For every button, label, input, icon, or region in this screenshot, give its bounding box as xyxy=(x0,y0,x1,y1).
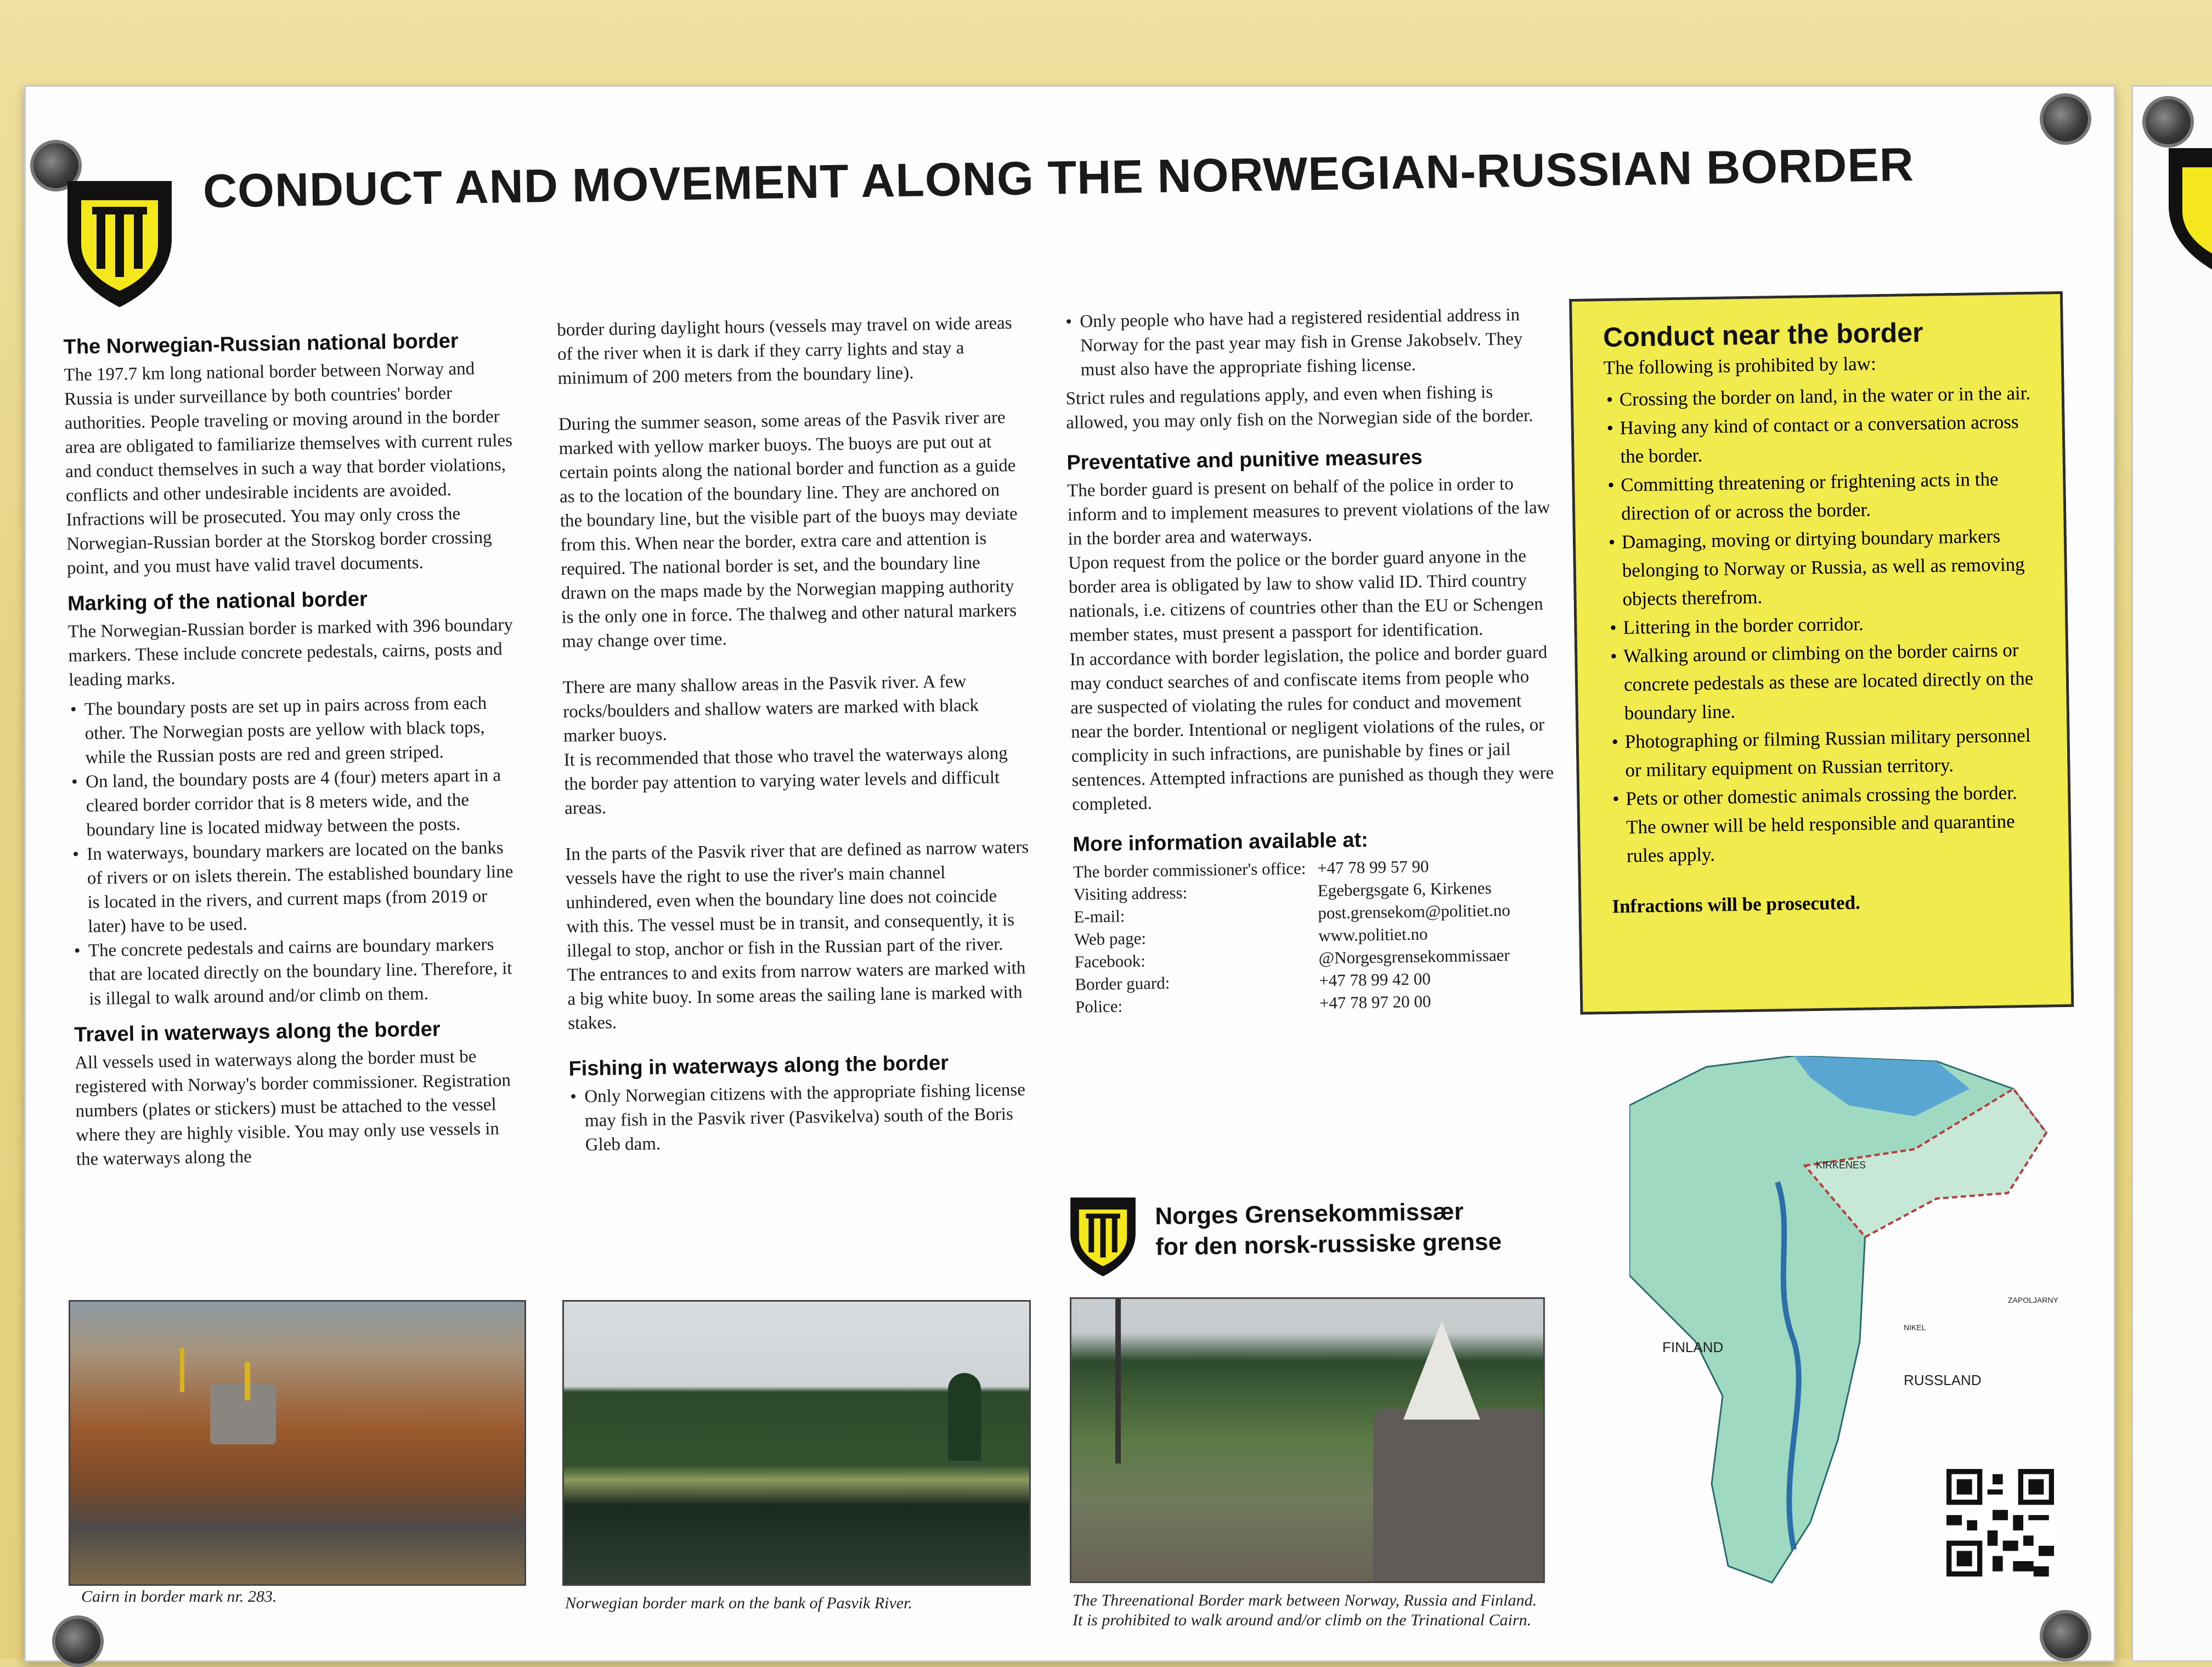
paragraph: During the summer season, some areas of the Pasvik river are marked with yellow marker buoys. The buoys are put out at certain points along the national border and function as a guide as to the location of the boundary line. They are anchored on the boundary line, but the visible part of the buoys may deviate from this. When near the border, extra care and attention is required. The national border is set, and the boundary line drawn on the maps made by the Norwegian mapping authority is the only one in force. The thalweg and other natural markers may change over time. xyxy=(558,408,1018,652)
heading-marking: Marking of the national border xyxy=(67,587,368,615)
bullet-item: • On land, the boundary posts are 4 (four) meters apart in a cleared border corridor that is 8 meters wide, and the boundary line is located midway between the posts. xyxy=(82,763,521,843)
photo-trinational-cairn xyxy=(1070,1297,1545,1583)
heading-fishing: Fishing in waterways along the border xyxy=(568,1051,949,1081)
prohibited-item: • Pets or other domestic animals crossing the border. The owner will be held responsible and quarantine rules apply. xyxy=(1626,778,2038,871)
contact-value: @Norgesgrensekommissaer xyxy=(1318,945,1510,968)
prohibited-item: • Crossing the border on land, in the water or in the air. xyxy=(1619,379,2031,414)
paragraph: Upon request from the police or the border guard anyone in the border area is obligated by law to show valid ID. Third country nationals, i.e. citizens of countries other than the EU or Schengen member states, must present a passport for identification. xyxy=(1068,546,1543,646)
bullet-list xyxy=(569,1077,1036,1157)
contact-label: E-mail: xyxy=(1074,906,1125,926)
organization-name xyxy=(1155,1196,1502,1263)
paragraph: The border guard is present on behalf of the police in order to inform and to implement measures to prevent violations of the law in the border area and waterways. xyxy=(1066,474,1550,549)
bullet-list xyxy=(1064,302,1548,382)
sign-title: CONDUCT AND MOVEMENT ALONG THE NORWEGIAN-RUSSIAN BORDER xyxy=(202,138,1915,218)
bullet-item: • Only Norwegian citizens with the appropriate fishing license may fish in the Pasvik river (Pasvikelva) south of the Boris Gleb dam. xyxy=(581,1077,1036,1157)
contact-label: The border commissioner's office: xyxy=(1073,858,1306,881)
contact-label: Police: xyxy=(1075,996,1123,1016)
paragraph: The Norwegian-Russian border is marked with 396 boundary markers. These include concrete pedestals, cairns, posts and leading marks. xyxy=(67,615,514,690)
prohibited-item: • Littering in the border corridor. xyxy=(1623,607,2035,642)
contact-value: +47 78 99 57 90 xyxy=(1317,856,1429,878)
bullet-item: • In waterways, boundary markers are located on the banks of rivers or on islets therein. The established boundary line is located in the rivers, and current maps (from 2019 or later) have to be used. xyxy=(83,835,523,939)
column-1 xyxy=(63,317,526,1177)
contact-label: Web page: xyxy=(1074,928,1147,949)
map-label-kirkenes: KIRKENES xyxy=(1816,1160,1866,1171)
screw xyxy=(2142,96,2194,148)
prohibited-item: • Damaging, moving or dirtying boundary markers belonging to Norway or Russia, as well as removing objects therefrom. xyxy=(1622,522,2034,614)
contact-label: Border guard: xyxy=(1075,973,1170,994)
photo-cairn xyxy=(69,1300,526,1586)
paragraph: In accordance with border legislation, the police and border guard may conduct searches of and confiscate items from people who are suspected of violating the rules for conduct and movement near the border. Intentional or negligent violations of the rules, or complicity in such infractions, are punishable by fines or jail sentences. Attempted infractions are punished as though they were completed. xyxy=(1069,642,1554,815)
heading-more-info: More information available at: xyxy=(1072,828,1369,856)
heading-travel-waterways: Travel in waterways along the border xyxy=(74,1018,441,1047)
paragraph: It is recommended that those who travel the waterways along the border pay attention to varying water levels and difficult areas. xyxy=(563,743,1008,818)
bullet-item: • The concrete pedestals and cairns are boundary markers that are located directly on the boundary line. Therefore, it is illegal to walk around and/or climb on them. xyxy=(85,932,524,1011)
paragraph: All vessels used in waterways along the border must be registered with Norway's border commissioner. Registration numbers (plates or stickers) must be attached to the vessel where they are highly visible. You may only use vessels in the waterways along the xyxy=(74,1047,511,1169)
prohibited-item: • Walking around or climbing on the border cairns or concrete pedestals as these are located directly on the boundary line. xyxy=(1623,636,2036,728)
caption-3: The Threenational Border mark between Norway, Russia and Finland. It is prohibited to walk around and/or climb on the Trinational Cairn. xyxy=(1073,1591,1537,1629)
column-3 xyxy=(1064,302,1558,1018)
prohibited-item: • Committing threatening or frightening acts in the direction of or across the border. xyxy=(1621,465,2033,528)
caption-1: Cairn in border mark nr. 283. xyxy=(81,1587,277,1606)
qr-code-icon xyxy=(1946,1469,2054,1576)
contact-value: +47 78 99 42 00 xyxy=(1318,969,1431,990)
conduct-box-title: Conduct near the border xyxy=(1602,317,1923,353)
org-line-2: for den norsk-russiske grense xyxy=(1155,1228,1502,1261)
paragraph: border during daylight hours (vessels may travel on wide areas of the river when it is dark if they carry lights and stay a minimum of 200 meters from the boundary line). xyxy=(557,313,1012,388)
bullet-item: • The boundary posts are set up in pairs across from each other. The Norwegian posts are yellow with black tops, while the Russian posts are red and green striped. xyxy=(81,691,520,770)
prohibited-item: • Photographing or filming Russian military personnel or military equipment on Russian territory. xyxy=(1624,721,2037,785)
adjacent-sign xyxy=(2131,85,2212,1662)
contact-table xyxy=(1073,853,1558,1018)
contact-value: Egebergsgate 6, Kirkenes xyxy=(1317,878,1492,900)
paragraph: There are many shallow areas in the Pasvik river. A few rocks/boulders and shallow waters are marked with black marker buoys. xyxy=(562,671,979,746)
contact-value: www.politiet.no xyxy=(1318,924,1428,945)
bullet-item: • Only people who have had a registered residential address in Norway for the past year may fish in Grense Jakobselv. They must also have the appropriate fishing license. xyxy=(1076,302,1548,382)
conduct-box-intro: The following is prohibited by law: xyxy=(1603,353,1876,379)
conduct-box xyxy=(1569,291,2074,1015)
shield-logo-icon xyxy=(2166,145,2212,277)
paragraph: Strict rules and regulations apply, and even when fishing is allowed, you may only fish on the Norwegian side of the border. xyxy=(1065,382,1533,433)
prohibited-list xyxy=(1604,379,2038,871)
screw xyxy=(2040,1610,2091,1662)
caption-2: Norwegian border mark on the bank of Pasvik River. xyxy=(565,1594,912,1612)
bullet-list xyxy=(69,691,524,1011)
paragraph: The 197.7 km long national border between Norway and Russia is under surveillance by both countries' border authorities. People traveling or moving around in the border area are obligated to familiarize themselves with current rules and conduct themselves in such a way that border violations, conflicts and other undesirable incidents are avoided. Infractions will be prosecuted. You may only cross the Norwegian-Russian border at the Storskog border crossing point, and you must have valid travel documents. xyxy=(64,359,513,578)
contact-label: Facebook: xyxy=(1074,951,1146,971)
heading-national-border: The Norwegian-Russian national border xyxy=(63,329,459,359)
contact-value: +47 78 97 20 00 xyxy=(1319,991,1431,1013)
prohibited-item: • Having any kind of contact or a conversation across the border. xyxy=(1620,408,2032,471)
contact-value: post.grensekom@politiet.no xyxy=(1318,900,1511,923)
conduct-box-final: Infractions will be prosecuted. xyxy=(1612,891,1861,917)
column-2 xyxy=(557,311,1036,1162)
screw xyxy=(52,1615,104,1667)
heading-preventative: Preventative and punitive measures xyxy=(1066,445,1423,474)
map-label-zapoljarny: ZAPOLJARNY xyxy=(2008,1296,2058,1304)
contact-label: Visiting address: xyxy=(1073,883,1188,904)
map-label-nikel: NIKEL xyxy=(1904,1323,1926,1332)
org-line-1: Norges Grensekommissær xyxy=(1155,1198,1464,1230)
map-label-russland: RUSSLAND xyxy=(1904,1372,1982,1388)
map-label-finland: FINLAND xyxy=(1662,1339,1724,1355)
shield-logo-icon xyxy=(65,178,174,310)
shield-logo-icon xyxy=(1069,1196,1137,1278)
photo-pasvik-river xyxy=(562,1300,1031,1586)
paragraph: In the parts of the Pasvik river that are defined as narrow waters vessels have the right to use the river's main channel unhindered, even when the boundary line does not coincide with this. The vessel must be in transit, and consequently, it is illegal to stop, anchor or fish in the Russian part of the river. The entrances to and exits from narrow waters are marked with a big white buoy. In some areas the sailing lane is marked with stakes. xyxy=(565,837,1029,1033)
